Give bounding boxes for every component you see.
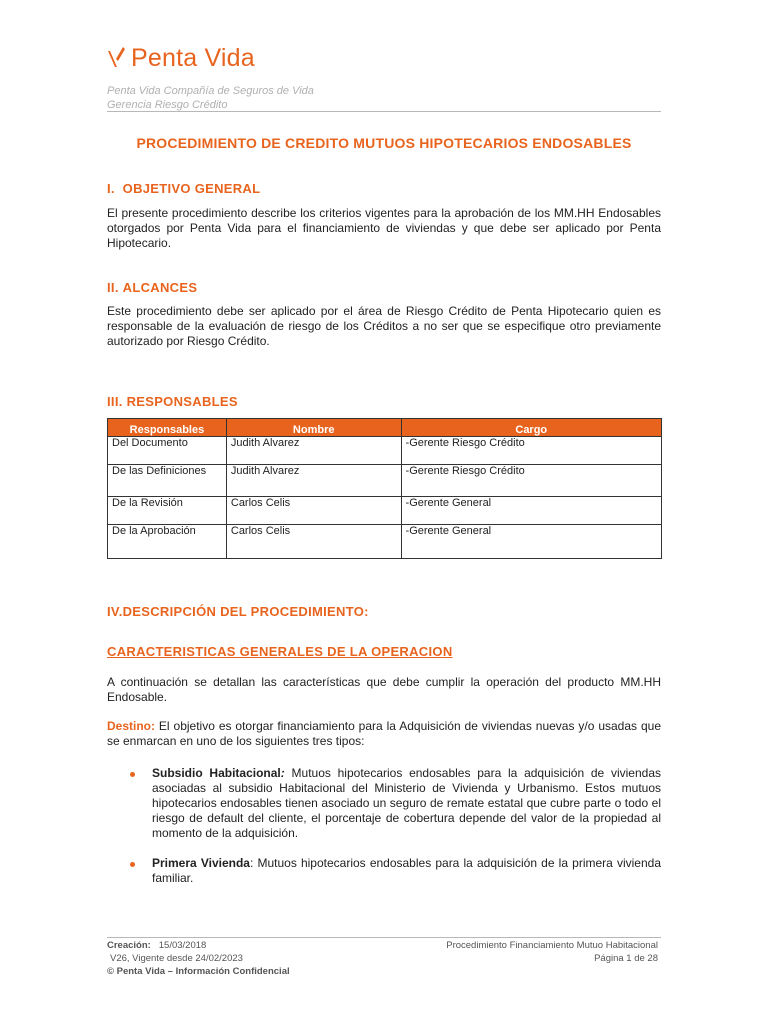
creation-label: Creación: bbox=[107, 940, 151, 951]
table-cell: Judith Alvarez bbox=[226, 465, 401, 497]
company-header bbox=[107, 84, 314, 112]
bullet-separator: : bbox=[280, 766, 285, 780]
section-heading-alcances bbox=[107, 280, 197, 295]
destino-text: El objetivo es otorgar financiamiento para la Adquisición de viviendas nuevas y/o usadas que se enmarcan en uno de los siguientes tres tipos: bbox=[107, 719, 661, 748]
bullet-term: Subsidio Habitacional bbox=[152, 766, 281, 780]
table-cell: De la Revisión bbox=[108, 497, 227, 525]
footer-left bbox=[107, 939, 290, 978]
confidential-note: © Penta Vida – Información Confidencial bbox=[107, 966, 290, 977]
creation-line bbox=[107, 939, 290, 952]
section-number: II. bbox=[107, 280, 119, 295]
version-line: V26, Vigente desde 24/02/2023 bbox=[110, 953, 243, 964]
destino-label: Destino: bbox=[107, 719, 155, 733]
section-number: IV. bbox=[107, 604, 123, 619]
list-item bbox=[152, 856, 661, 886]
section-heading-descripcion bbox=[107, 604, 369, 619]
section-title: DESCRIPCIÓN DEL PROCEDIMIENTO: bbox=[122, 604, 369, 619]
table-cell: Del Documento bbox=[108, 437, 227, 465]
table-cell: De las Definiciones bbox=[108, 465, 227, 497]
footer-divider bbox=[107, 937, 661, 938]
company-name: Penta Vida Compañía de Seguros de Vida bbox=[107, 85, 314, 97]
destino-paragraph bbox=[107, 719, 661, 749]
responsables-table bbox=[107, 418, 662, 559]
footer-right bbox=[446, 939, 658, 965]
section-heading-objetivo bbox=[107, 181, 260, 196]
brand-logo bbox=[106, 42, 255, 74]
table-header-row bbox=[108, 419, 662, 437]
table-cell: De la Aprobación bbox=[108, 525, 227, 559]
table-row bbox=[108, 437, 662, 465]
section-title: RESPONSABLES bbox=[126, 394, 238, 409]
intro-paragraph: A continuación se detallan las características que debe cumplir la operación del producto MM.HH Endosable. bbox=[107, 675, 661, 704]
bullet-separator: : bbox=[249, 856, 254, 870]
table-cell: Carlos Celis bbox=[226, 497, 401, 525]
section-number: I. bbox=[107, 181, 115, 196]
table-cell: -Gerente General bbox=[401, 497, 661, 525]
table-cell: -Gerente Riesgo Crédito bbox=[401, 465, 661, 497]
subsection-heading: CARACTERISTICAS GENERALES DE LA OPERACION bbox=[107, 644, 453, 659]
bullet-text: Mutuos hipotecarios endosables para la adquisición de viviendas asociadas al subsidio Habitacional del Ministerio de Vivienda y Urbanismo. Estos mutuos hipotecarios endosables tienen asociado un seguro de remate estatal que cubre parte o todo el riesgo de default del cliente, el porcentaje de cobertura depende del valor de la propiedad al momento de la adquisición. bbox=[152, 766, 661, 840]
header-divider bbox=[107, 111, 661, 112]
section-title: OBJETIVO GENERAL bbox=[122, 181, 261, 196]
table-cell: Carlos Celis bbox=[226, 525, 401, 559]
brand-name: Penta Vida bbox=[131, 43, 255, 72]
column-header-cargo: Cargo bbox=[401, 419, 661, 437]
footer-document-name: Procedimiento Financiamiento Mutuo Habitacional bbox=[446, 940, 658, 951]
bullet-icon bbox=[130, 772, 135, 777]
section-number: III. bbox=[107, 394, 123, 409]
table-row bbox=[108, 525, 662, 559]
penta-vida-logo-icon bbox=[106, 45, 126, 71]
page-number: Página 1 de 28 bbox=[594, 953, 658, 964]
column-header-responsables: Responsables bbox=[108, 419, 227, 437]
document-title: PROCEDIMIENTO DE CREDITO MUTUOS HIPOTECARIOS ENDOSABLES bbox=[136, 135, 632, 151]
section-heading-responsables bbox=[107, 394, 238, 409]
department-name: Gerencia Riesgo Crédito bbox=[107, 99, 228, 111]
section-title: ALCANCES bbox=[122, 280, 198, 295]
bullet-icon bbox=[130, 862, 135, 867]
table-row bbox=[108, 497, 662, 525]
list-item bbox=[152, 766, 661, 841]
creation-date: 15/03/2018 bbox=[158, 940, 207, 951]
table-cell: -Gerente Riesgo Crédito bbox=[401, 437, 661, 465]
column-header-nombre: Nombre bbox=[226, 419, 401, 437]
bullet-text: Mutuos hipotecarios endosables para la adquisición de la primera vivienda familiar. bbox=[152, 856, 661, 885]
table-cell: Judith Alvarez bbox=[226, 437, 401, 465]
bullet-term: Primera Vivienda bbox=[152, 856, 250, 870]
table-row bbox=[108, 465, 662, 497]
table-cell: -Gerente General bbox=[401, 525, 661, 559]
alcances-paragraph: Este procedimiento debe ser aplicado por el área de Riesgo Crédito de Penta Hipotecario quien es responsable de la evaluación de riesgo de los Créditos a no ser que se especifique otro previamente autorizado por Riesgo Crédito. bbox=[107, 304, 661, 348]
objetivo-paragraph: El presente procedimiento describe los criterios vigentes para la aprobación de los MM.HH Endosables otorgados por Penta Vida para el financiamiento de viviendas y que debe ser aplicado por Penta Hipotecario. bbox=[107, 206, 661, 250]
